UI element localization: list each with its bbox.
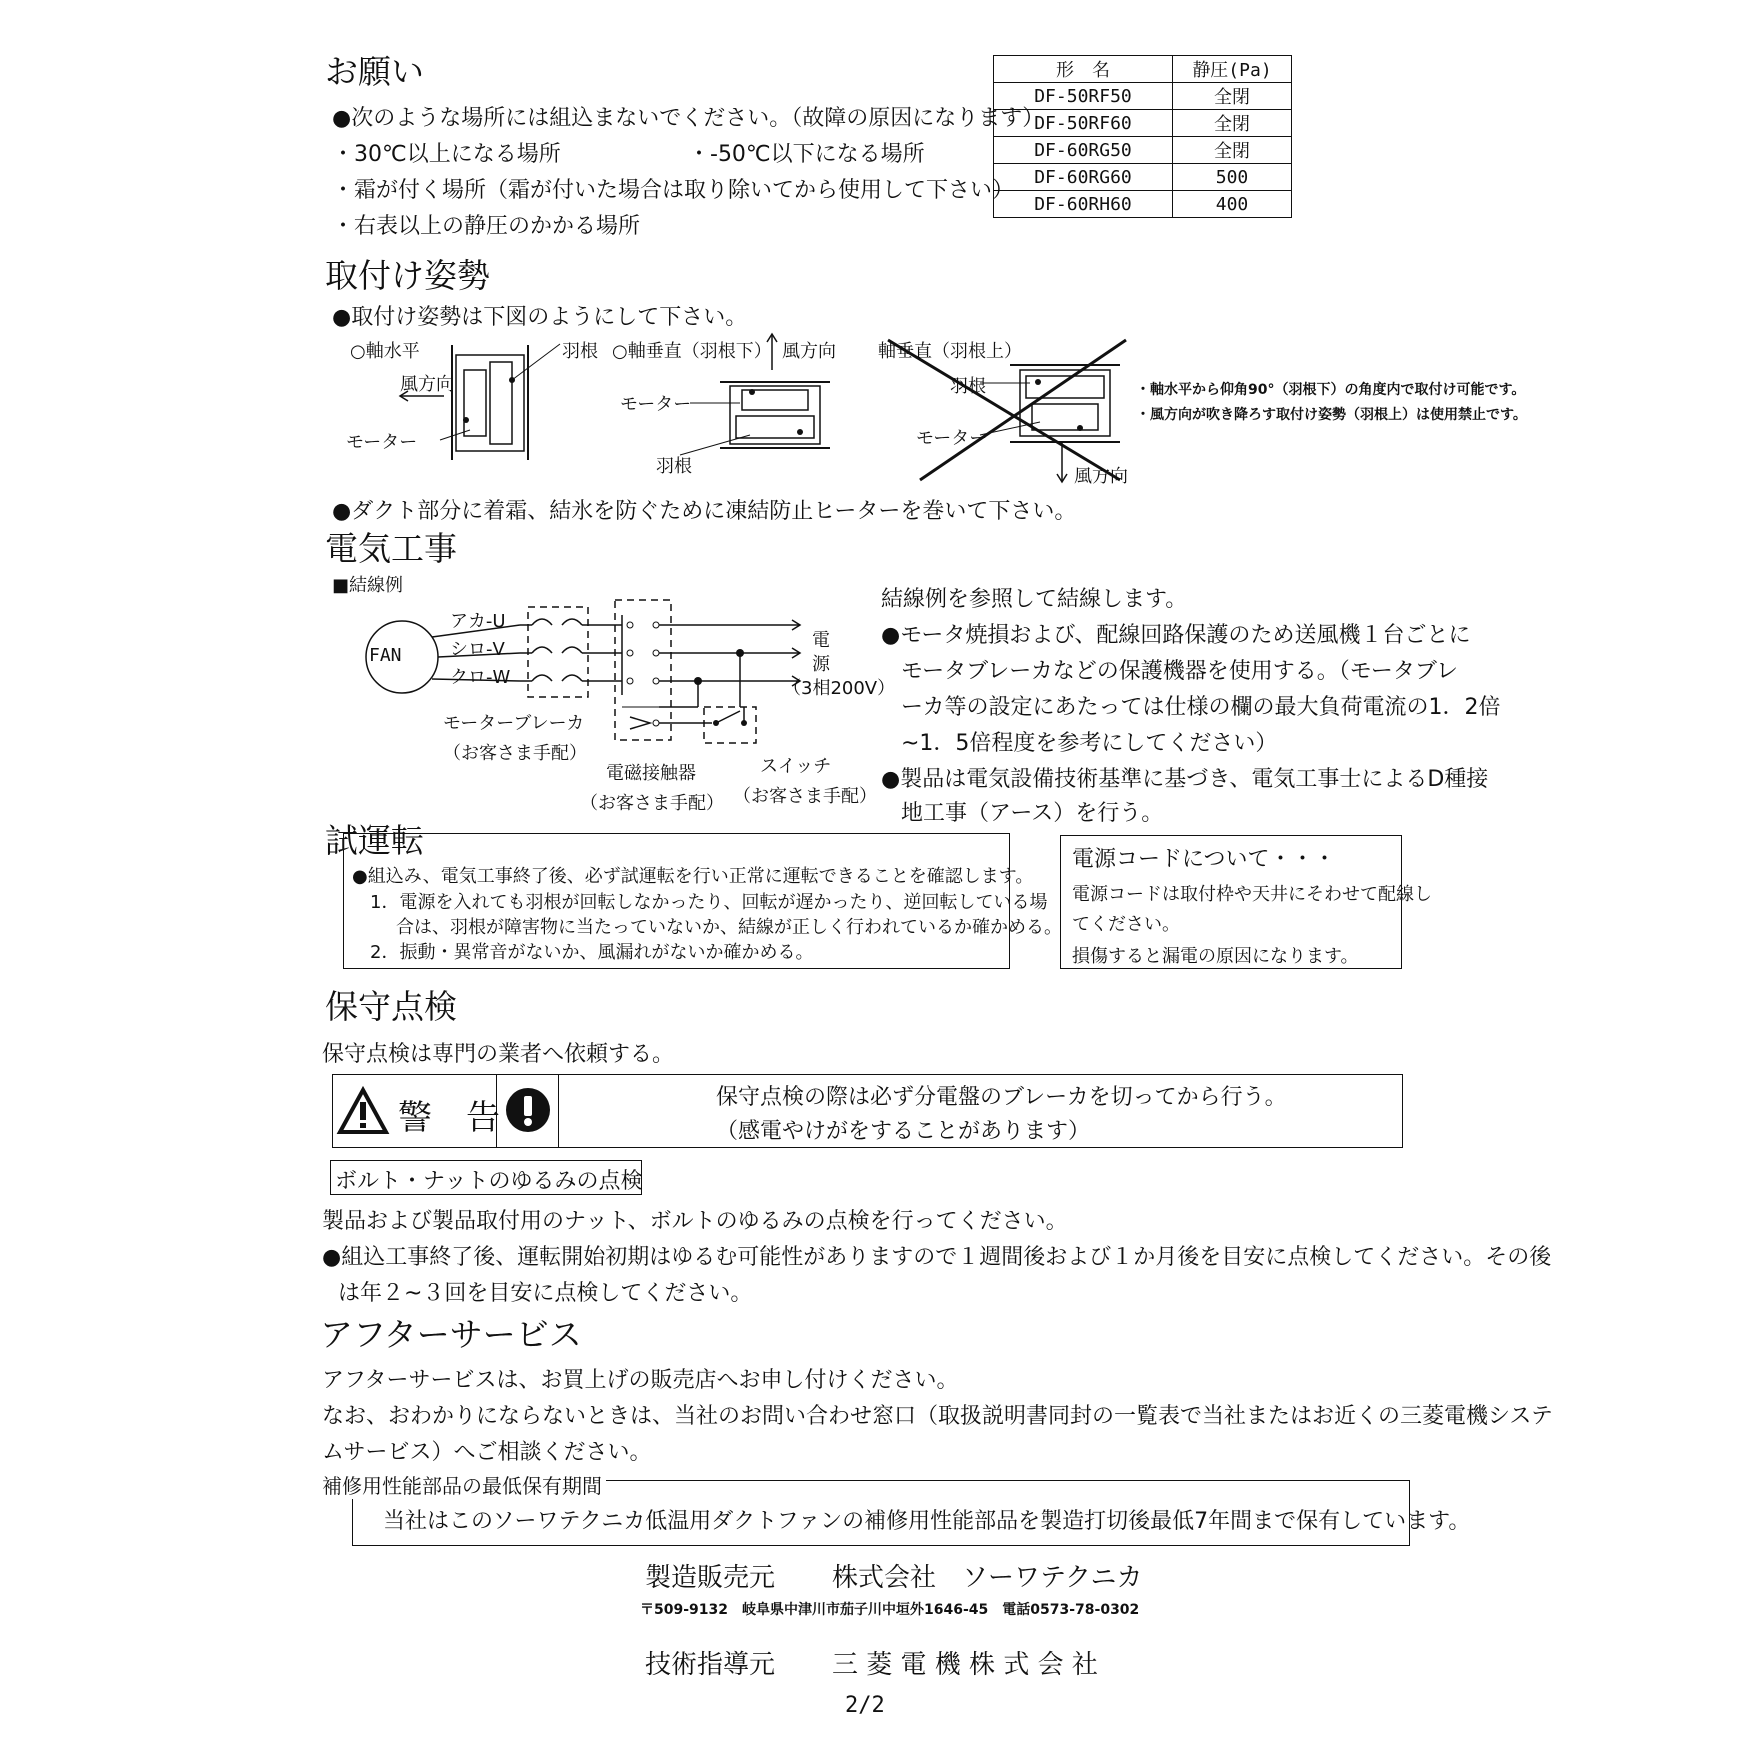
wire-v-label: シロ-V bbox=[450, 639, 505, 660]
parts-period-title: 補修用性能部品の最低保有期間 bbox=[322, 1470, 606, 1499]
breaker-sub-label: （お客さま手配） bbox=[443, 743, 587, 764]
power-cord-line-3: 損傷すると漏電の原因になります。 bbox=[1072, 946, 1359, 967]
section-title-electric: 電気工事 bbox=[325, 529, 457, 568]
vertical-blade-down-diagram bbox=[700, 330, 840, 470]
mounting-d1-motor: モーター bbox=[346, 432, 418, 453]
horizontal-mount-diagram bbox=[400, 340, 570, 465]
wiring-diagram bbox=[360, 595, 870, 745]
exclamation-circle-icon bbox=[505, 1087, 551, 1133]
request-item-4: ・右表以上の静圧のかかる場所 bbox=[332, 214, 641, 239]
mounting-d3-blade: 羽根 bbox=[950, 376, 986, 397]
power-label-2: 源 bbox=[812, 654, 830, 675]
static-pressure-table bbox=[993, 55, 1292, 218]
trial-line-2: 1．電源を入れても羽根が回転しなかったり、回転が遅かったり、逆回転している場 bbox=[370, 892, 1048, 913]
table-cell-model: DF-60RH60 bbox=[994, 191, 1173, 218]
parts-period-text: 当社はこのソーワテクニカ低温用ダクトファンの補修用性能部品を製造打切後最低7年間まで保有しています。 bbox=[383, 1509, 1471, 1534]
trial-line-1: ●組込み、電気工事終了後、必ず試運転を行い正常に運転できることを確認します。 bbox=[352, 866, 1034, 887]
request-item-1: ・30℃以上になる場所 bbox=[332, 142, 561, 167]
breaker-label: モーターブレーカ bbox=[443, 713, 585, 734]
maker-address: 〒509-9132 岐阜県中津川市茄子川中垣外1646-45 電話0573-78-0302 bbox=[640, 1602, 1140, 1618]
after-service-line-1: アフターサービスは、お買上げの販売店へお申し付けください。 bbox=[322, 1368, 959, 1393]
mounting-lead: ●取付け姿勢は下図のようにして下さい。 bbox=[332, 305, 748, 330]
warning-label: 警 告 bbox=[398, 1098, 500, 1138]
power-label-3: （3相200V） bbox=[783, 678, 896, 699]
vertical-blade-up-prohibited-diagram bbox=[880, 330, 1140, 490]
section-title-maintenance: 保守点検 bbox=[325, 987, 457, 1026]
mounting-d2-wind: 風方向 bbox=[782, 341, 836, 362]
table-cell-pressure: 全閉 bbox=[1173, 137, 1292, 164]
electric-text-1: 結線例を参照して結線します。 bbox=[881, 587, 1188, 612]
mounting-d2-blade: 羽根 bbox=[656, 456, 692, 477]
table-header-pressure: 静圧(Pa) bbox=[1173, 56, 1292, 83]
mounting-note-2: ・風方向が吹き降ろす取付け姿勢（羽根上）は使用禁止です。 bbox=[1136, 407, 1527, 423]
power-cord-line-1: 電源コードは取付枠や天井にそわせて配線し bbox=[1072, 884, 1432, 905]
table-row bbox=[994, 83, 1292, 110]
bolt-check-line-1: 製品および製品取付用のナット、ボルトのゆるみの点検を行ってください。 bbox=[322, 1209, 1068, 1234]
electric-text-5: ~1．5倍程度を参考にしてください） bbox=[901, 731, 1278, 756]
trial-line-3: 合は、羽根が障害物に当たっていないか、結線が正しく行われているか確かめる。 bbox=[396, 917, 1062, 938]
table-row bbox=[994, 164, 1292, 191]
maker-label: 製造販売元 bbox=[645, 1563, 776, 1593]
mounting-d1-title: ○軸水平 bbox=[350, 341, 420, 362]
mounting-d1-wind: 風方向 bbox=[400, 374, 454, 395]
table-row bbox=[994, 137, 1292, 164]
tech-label: 技術指導元 bbox=[645, 1650, 776, 1680]
maintenance-text: 保守点検は専門の業者へ依頼する。 bbox=[322, 1042, 675, 1067]
after-service-line-2: なお、おわかりにならないときは、当社のお問い合わせ窓口（取扱説明書同封の一覧表で当社またはお近くの三菱電機システ bbox=[322, 1404, 1553, 1429]
table-cell-model: DF-50RF60 bbox=[994, 110, 1173, 137]
section-title-trial: 試運転 bbox=[325, 821, 424, 860]
electric-text-2: ●モータ焼損および、配線回路保護のため送風機１台ごとに bbox=[881, 623, 1471, 648]
mounting-note-1: ・軸水平から仰角90°（羽根下）の角度内で取付け可能です。 bbox=[1136, 382, 1526, 398]
electric-text-6: ●製品は電気設備技術基準に基づき、電気工事士によるD種接 bbox=[881, 767, 1489, 792]
switch-sub-label: （お客さま手配） bbox=[733, 786, 877, 807]
table-row bbox=[994, 191, 1292, 218]
contactor-sub-label: （お客さま手配） bbox=[580, 793, 724, 814]
table-cell-model: DF-60RG60 bbox=[994, 164, 1173, 191]
table-cell-pressure: 400 bbox=[1173, 191, 1292, 218]
wire-w-label: クロ-W bbox=[450, 667, 511, 688]
electric-text-3: モータブレーカなどの保護機器を使用する。（モータブレ bbox=[901, 659, 1459, 684]
request-item-2: ・-50℃以下になる場所 bbox=[688, 142, 925, 167]
bolt-check-line-2: ●組込工事終了後、運転開始初期はゆるむ可能性がありますので１週間後および１か月後を目安に点検してください。その後 bbox=[322, 1245, 1552, 1270]
power-label-1: 電 bbox=[812, 630, 830, 651]
table-cell-pressure: 全閉 bbox=[1173, 83, 1292, 110]
bolt-check-line-3: は年２~３回を目安に点検してください。 bbox=[338, 1281, 753, 1306]
table-cell-model: DF-50RF50 bbox=[994, 83, 1173, 110]
table-header-model: 形 名 bbox=[994, 56, 1173, 83]
mounting-d3-title: 軸垂直（羽根上） bbox=[878, 341, 1022, 362]
table-row bbox=[994, 110, 1292, 137]
section-title-mounting: 取付け姿勢 bbox=[325, 256, 490, 295]
trial-line-4: 2．振動・異常音がないか、風漏れがないか確かめる。 bbox=[370, 942, 814, 963]
mounting-d1-blade: 羽根 bbox=[562, 341, 598, 362]
warning-line-1: 保守点検の際は必ず分電盤のブレーカを切ってから行う。 bbox=[716, 1085, 1287, 1110]
request-lead: ●次のような場所には組込まないでください。（故障の原因になります） bbox=[332, 106, 1045, 131]
mounting-heater-note: ●ダクト部分に着霜、結氷を防ぐために凍結防止ヒーターを巻いて下さい。 bbox=[332, 499, 1077, 524]
wire-u-label: アカ-U bbox=[450, 611, 506, 632]
switch-label: スイッチ bbox=[760, 756, 832, 777]
mounting-d3-motor: モーター bbox=[916, 428, 988, 449]
electric-text-4: ーカ等の設定にあたっては仕様の欄の最大負荷電流の1．2倍 bbox=[901, 695, 1501, 720]
table-cell-model: DF-60RG50 bbox=[994, 137, 1173, 164]
electric-text-7: 地工事（アース）を行う。 bbox=[901, 801, 1164, 826]
bolt-check-title: ボルト・ナットのゆるみの点検 bbox=[335, 1169, 643, 1194]
table-cell-pressure: 全閉 bbox=[1173, 110, 1292, 137]
power-cord-line-2: てください。 bbox=[1072, 914, 1180, 935]
tech-name: 三 菱 電 機 株 式 会 社 bbox=[832, 1650, 1098, 1680]
page-number: 2/2 bbox=[845, 1693, 885, 1718]
mounting-d2-title: ○軸垂直（羽根下） bbox=[612, 341, 772, 362]
warning-line-2: （感電やけがをすることがあります） bbox=[716, 1119, 1091, 1144]
section-title-after-service: アフターサービス bbox=[320, 1315, 582, 1354]
section-title-request: お願い bbox=[325, 52, 424, 91]
power-cord-title: 電源コードについて・・・ bbox=[1072, 847, 1336, 872]
warning-triangle-icon bbox=[338, 1088, 388, 1134]
table-cell-pressure: 500 bbox=[1173, 164, 1292, 191]
mounting-d3-wind: 風方向 bbox=[1074, 466, 1128, 487]
contactor-label: 電磁接触器 bbox=[606, 763, 696, 784]
request-item-3: ・霜が付く場所（霜が付いた場合は取り除いてから使用して下さい） bbox=[332, 178, 1015, 203]
mounting-d2-motor: モーター bbox=[620, 394, 692, 415]
maker-name: 株式会社 ソーワテクニカ bbox=[832, 1563, 1143, 1593]
electric-sub: ■結線例 bbox=[332, 575, 404, 596]
after-service-line-3: ムサービス）へご相談ください。 bbox=[322, 1440, 652, 1465]
fan-label: FAN bbox=[369, 645, 402, 666]
